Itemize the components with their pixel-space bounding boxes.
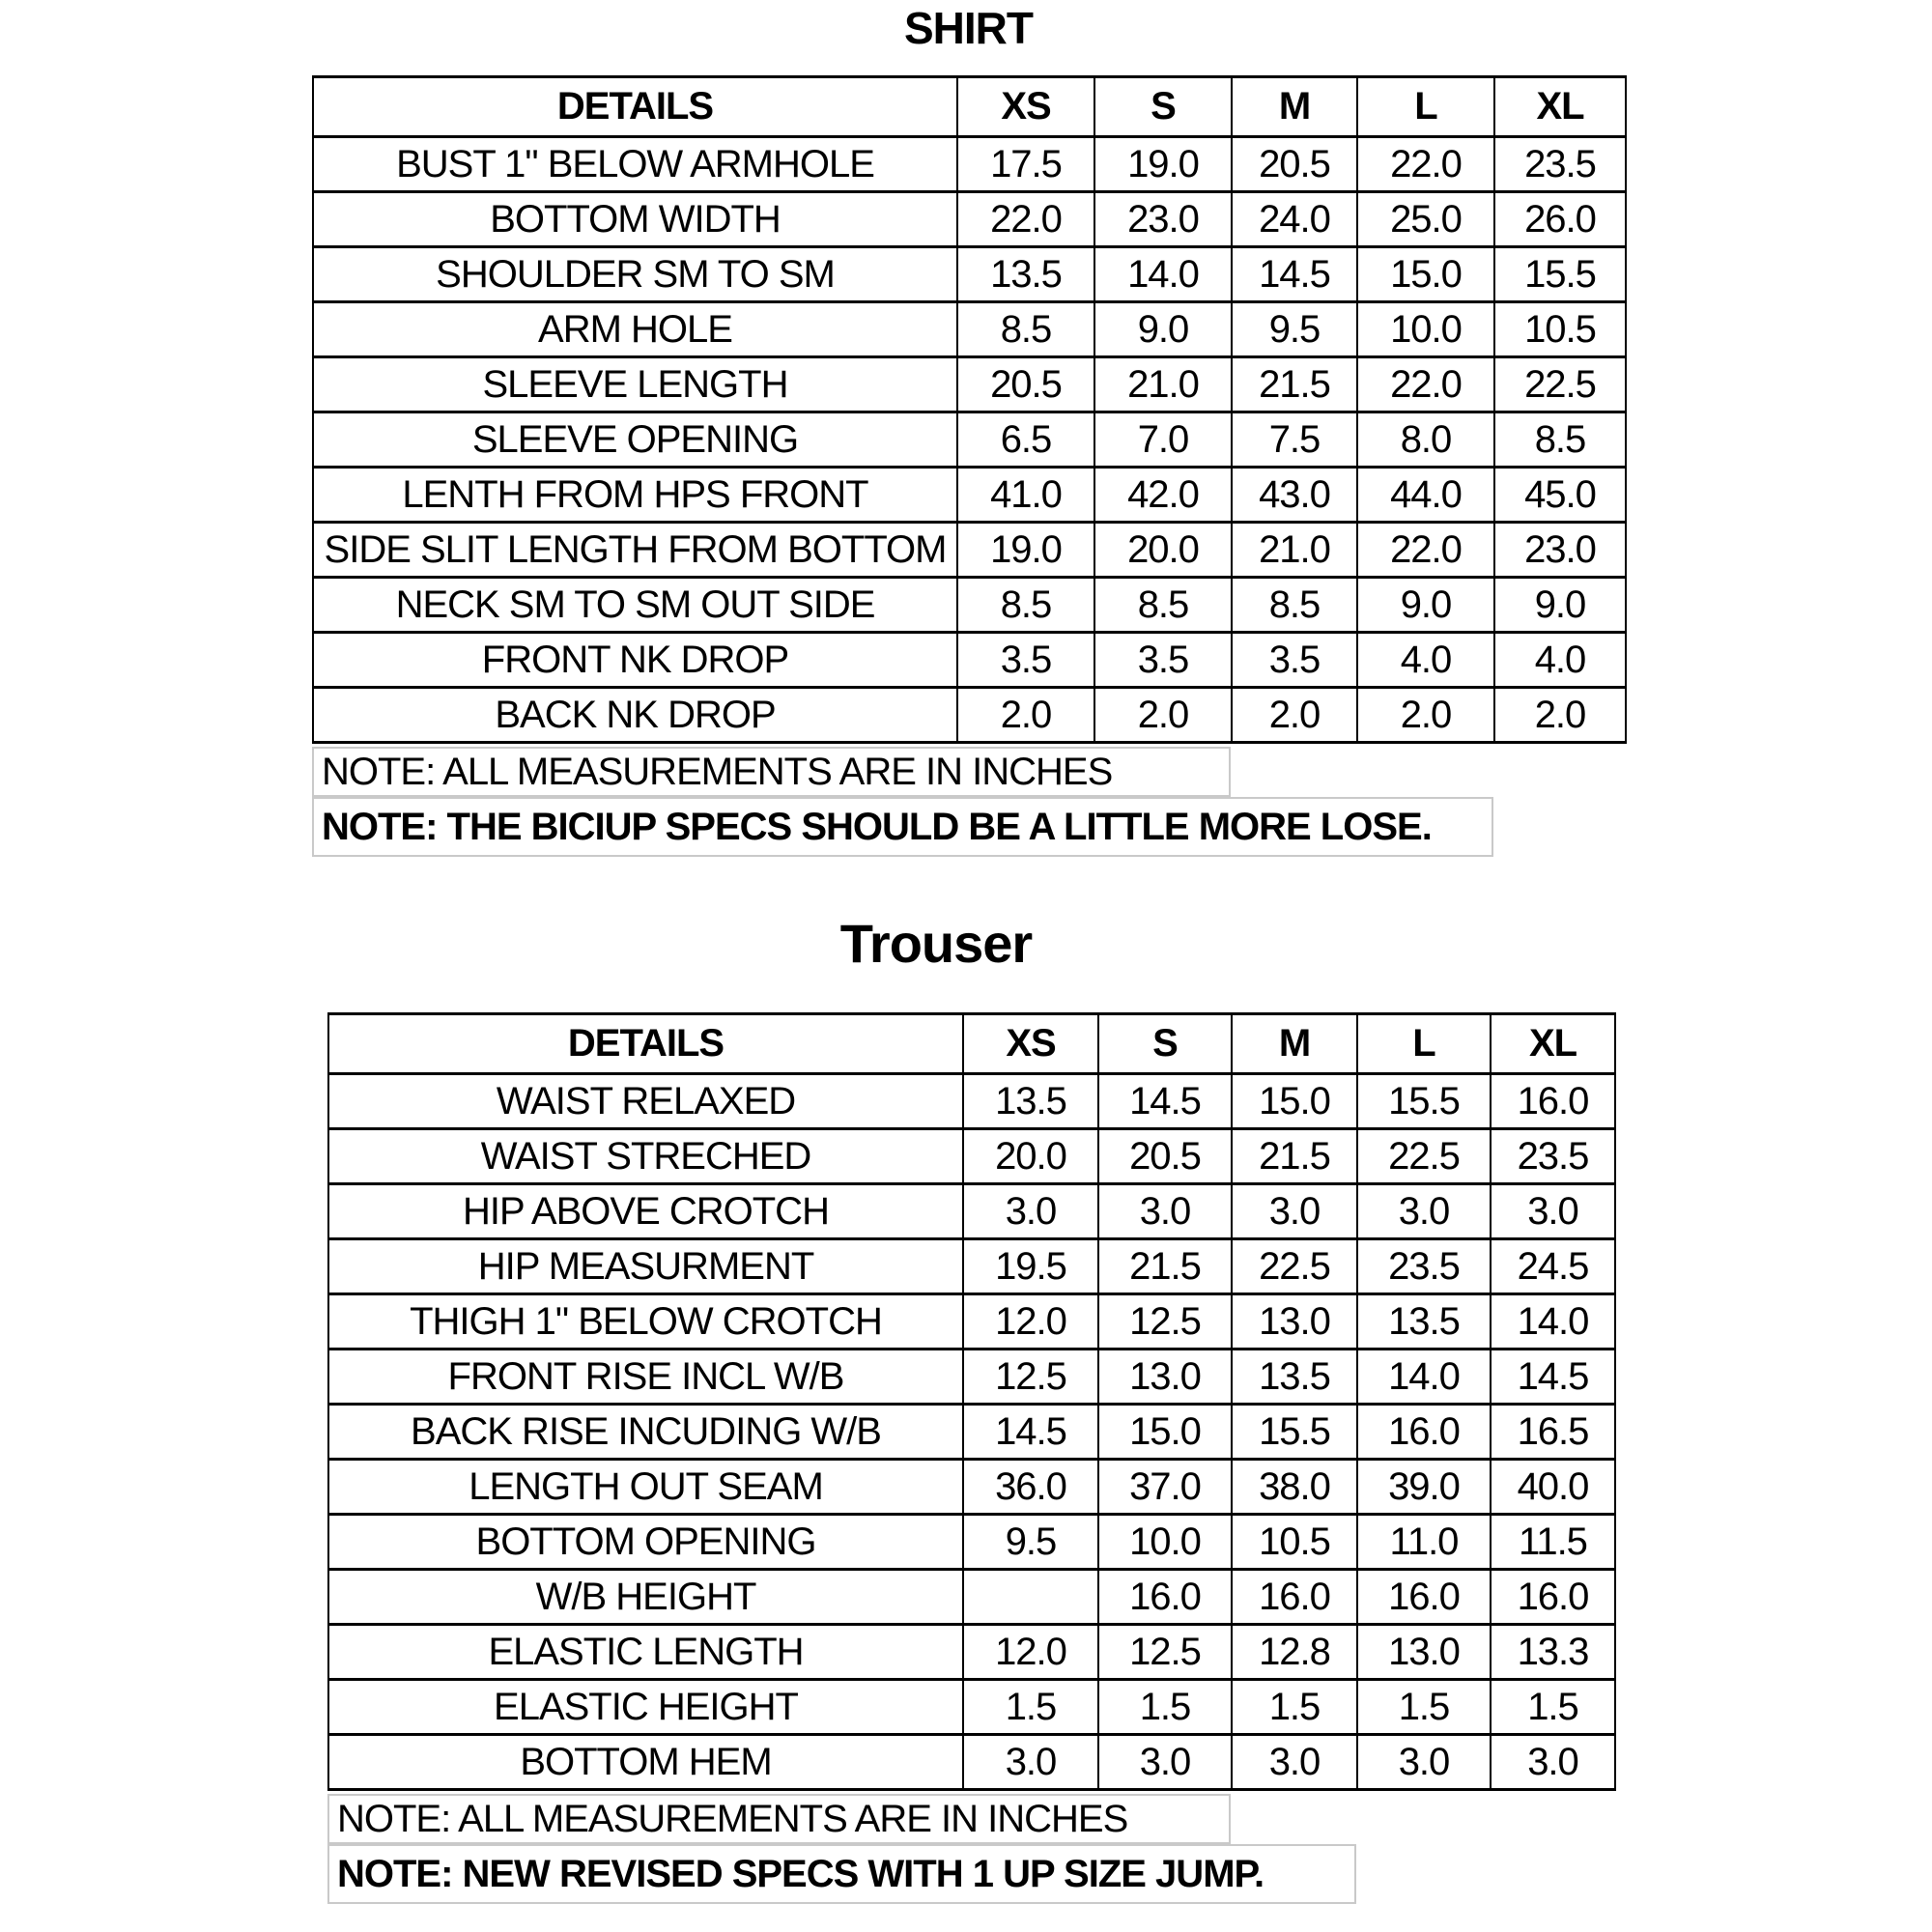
- value-cell: 11.0: [1357, 1515, 1491, 1570]
- column-header-l: L: [1357, 77, 1494, 137]
- value-cell: 11.5: [1491, 1515, 1615, 1570]
- column-header-xl: XL: [1494, 77, 1626, 137]
- row-label: BOTTOM OPENING: [328, 1515, 963, 1570]
- value-cell: 16.0: [1491, 1074, 1615, 1129]
- value-cell: 3.0: [1357, 1184, 1491, 1239]
- value-cell: 38.0: [1232, 1460, 1357, 1515]
- value-cell: 3.0: [1098, 1184, 1232, 1239]
- value-cell: 22.0: [1357, 137, 1494, 192]
- value-cell: 40.0: [1491, 1460, 1615, 1515]
- value-cell: 14.0: [1491, 1294, 1615, 1350]
- value-cell: 9.0: [1494, 578, 1626, 633]
- value-cell: 44.0: [1357, 468, 1494, 523]
- value-cell: 15.5: [1357, 1074, 1491, 1129]
- row-label: SHOULDER SM TO SM: [313, 247, 957, 302]
- value-cell: 10.5: [1232, 1515, 1357, 1570]
- value-cell: 14.5: [1232, 247, 1357, 302]
- table-row: [328, 1680, 1615, 1735]
- column-header-m: M: [1232, 77, 1357, 137]
- row-label: THIGH 1" BELOW CROTCH: [328, 1294, 963, 1350]
- value-cell: 2.0: [1494, 688, 1626, 743]
- table-row: [328, 1239, 1615, 1294]
- value-cell: 12.8: [1232, 1625, 1357, 1680]
- table-row: [328, 1129, 1615, 1184]
- row-label: BOTTOM HEM: [328, 1735, 963, 1790]
- row-label: SIDE SLIT LENGTH FROM BOTTOM: [313, 523, 957, 578]
- value-cell: 22.0: [1357, 357, 1494, 412]
- table-row: [313, 523, 1626, 578]
- value-cell: 21.5: [1232, 1129, 1357, 1184]
- value-cell: 43.0: [1232, 468, 1357, 523]
- value-cell: 26.0: [1494, 192, 1626, 247]
- table-row: [313, 192, 1626, 247]
- table-row: [328, 1625, 1615, 1680]
- shirt-header-row: [313, 77, 1626, 137]
- value-cell: 9.5: [963, 1515, 1098, 1570]
- value-cell: 39.0: [1357, 1460, 1491, 1515]
- table-row: [313, 688, 1626, 743]
- value-cell: 23.0: [1494, 523, 1626, 578]
- value-cell: 16.0: [1357, 1570, 1491, 1625]
- column-header-xs: XS: [957, 77, 1094, 137]
- value-cell: 2.0: [1094, 688, 1232, 743]
- table-row: [313, 633, 1626, 688]
- value-cell: 10.0: [1357, 302, 1494, 357]
- value-cell: 9.0: [1094, 302, 1232, 357]
- value-cell: 12.5: [963, 1350, 1098, 1405]
- value-cell: 3.5: [957, 633, 1094, 688]
- trouser-section: [327, 1012, 1614, 1904]
- table-row: [313, 357, 1626, 412]
- value-cell: 42.0: [1094, 468, 1232, 523]
- value-cell: 7.5: [1232, 412, 1357, 468]
- table-row: [313, 412, 1626, 468]
- shirt-title: SHIRT: [904, 3, 1033, 53]
- table-row: [328, 1184, 1615, 1239]
- column-header-xl: XL: [1491, 1014, 1615, 1074]
- table-row: [328, 1460, 1615, 1515]
- column-header-details: DETAILS: [313, 77, 957, 137]
- value-cell: 16.0: [1232, 1570, 1357, 1625]
- value-cell: 13.5: [957, 247, 1094, 302]
- value-cell: 10.0: [1098, 1515, 1232, 1570]
- column-header-l: L: [1357, 1014, 1491, 1074]
- value-cell: 4.0: [1494, 633, 1626, 688]
- row-label: SLEEVE OPENING: [313, 412, 957, 468]
- value-cell: 21.5: [1232, 357, 1357, 412]
- value-cell: 15.0: [1232, 1074, 1357, 1129]
- value-cell: 1.5: [1357, 1680, 1491, 1735]
- value-cell: 8.0: [1357, 412, 1494, 468]
- shirt-note-measurements: NOTE: ALL MEASUREMENTS ARE IN INCHES: [312, 747, 1231, 797]
- value-cell: 9.5: [1232, 302, 1357, 357]
- table-row: [313, 137, 1626, 192]
- value-cell: 2.0: [1232, 688, 1357, 743]
- value-cell: 17.5: [957, 137, 1094, 192]
- value-cell: 8.5: [957, 302, 1094, 357]
- trouser-size-table: [327, 1012, 1616, 1791]
- row-label: W/B HEIGHT: [328, 1570, 963, 1625]
- shirt-note-fit: NOTE: THE BICIUP SPECS SHOULD BE A LITTLE MORE LOSE.: [312, 797, 1493, 857]
- value-cell: 45.0: [1494, 468, 1626, 523]
- table-row: [328, 1735, 1615, 1790]
- value-cell: 14.5: [963, 1405, 1098, 1460]
- value-cell: 22.5: [1494, 357, 1626, 412]
- value-cell: 21.0: [1094, 357, 1232, 412]
- row-label: FRONT NK DROP: [313, 633, 957, 688]
- row-label: WAIST STRECHED: [328, 1129, 963, 1184]
- value-cell: 9.0: [1357, 578, 1494, 633]
- value-cell: 15.5: [1232, 1405, 1357, 1460]
- value-cell: 16.0: [1357, 1405, 1491, 1460]
- value-cell: 13.0: [1232, 1294, 1357, 1350]
- value-cell: 12.5: [1098, 1625, 1232, 1680]
- value-cell: 2.0: [1357, 688, 1494, 743]
- value-cell: 3.0: [963, 1735, 1098, 1790]
- value-cell: 3.0: [1491, 1735, 1615, 1790]
- table-row: [313, 247, 1626, 302]
- value-cell: 25.0: [1357, 192, 1494, 247]
- table-row: [328, 1570, 1615, 1625]
- value-cell: 14.5: [1098, 1074, 1232, 1129]
- row-label: LENGTH OUT SEAM: [328, 1460, 963, 1515]
- column-header-xs: XS: [963, 1014, 1098, 1074]
- value-cell: 22.5: [1232, 1239, 1357, 1294]
- table-row: [313, 578, 1626, 633]
- value-cell: 13.5: [963, 1074, 1098, 1129]
- column-header-m: M: [1232, 1014, 1357, 1074]
- value-cell: 1.5: [1491, 1680, 1615, 1735]
- value-cell: 13.0: [1098, 1350, 1232, 1405]
- value-cell: 3.0: [1357, 1735, 1491, 1790]
- trouser-note-revision: NOTE: NEW REVISED SPECS WITH 1 UP SIZE JUMP.: [327, 1844, 1356, 1904]
- table-row: [328, 1294, 1615, 1350]
- table-row: [328, 1515, 1615, 1570]
- value-cell: 22.0: [957, 192, 1094, 247]
- value-cell: 22.5: [1357, 1129, 1491, 1184]
- value-cell: 16.0: [1491, 1570, 1615, 1625]
- value-cell: 20.5: [1232, 137, 1357, 192]
- value-cell: 36.0: [963, 1460, 1098, 1515]
- value-cell: 14.0: [1357, 1350, 1491, 1405]
- value-cell: 1.5: [963, 1680, 1098, 1735]
- column-header-details: DETAILS: [328, 1014, 963, 1074]
- value-cell: 8.5: [1232, 578, 1357, 633]
- value-cell: 21.0: [1232, 523, 1357, 578]
- table-row: [328, 1405, 1615, 1460]
- value-cell: 37.0: [1098, 1460, 1232, 1515]
- value-cell: 14.5: [1491, 1350, 1615, 1405]
- row-label: FRONT RISE INCL W/B: [328, 1350, 963, 1405]
- value-cell: 3.5: [1232, 633, 1357, 688]
- value-cell: 19.5: [963, 1239, 1098, 1294]
- table-row: [328, 1074, 1615, 1129]
- column-header-s: S: [1098, 1014, 1232, 1074]
- value-cell: 8.5: [1494, 412, 1626, 468]
- row-label: NECK SM TO SM OUT SIDE: [313, 578, 957, 633]
- row-label: ELASTIC LENGTH: [328, 1625, 963, 1680]
- value-cell: 2.0: [957, 688, 1094, 743]
- shirt-size-table: [312, 75, 1627, 744]
- table-row: [313, 468, 1626, 523]
- value-cell: 20.5: [1098, 1129, 1232, 1184]
- table-row: [313, 302, 1626, 357]
- value-cell: 20.0: [963, 1129, 1098, 1184]
- value-cell: 15.0: [1357, 247, 1494, 302]
- row-label: ARM HOLE: [313, 302, 957, 357]
- value-cell: 3.0: [963, 1184, 1098, 1239]
- value-cell: 22.0: [1357, 523, 1494, 578]
- value-cell: 3.0: [1232, 1735, 1357, 1790]
- value-cell: 24.0: [1232, 192, 1357, 247]
- value-cell: 12.0: [963, 1625, 1098, 1680]
- row-label: SLEEVE LENGTH: [313, 357, 957, 412]
- trouser-title: Trouser: [839, 913, 1033, 974]
- value-cell: 23.5: [1491, 1129, 1615, 1184]
- shirt-section: [312, 75, 1625, 857]
- value-cell: 20.5: [957, 357, 1094, 412]
- value-cell: 10.5: [1494, 302, 1626, 357]
- value-cell: 13.5: [1232, 1350, 1357, 1405]
- value-cell: 15.5: [1494, 247, 1626, 302]
- value-cell: 3.0: [1491, 1184, 1615, 1239]
- trouser-header-row: [328, 1014, 1615, 1074]
- row-label: WAIST RELAXED: [328, 1074, 963, 1129]
- value-cell: 12.5: [1098, 1294, 1232, 1350]
- value-cell: 20.0: [1094, 523, 1232, 578]
- value-cell: 14.0: [1094, 247, 1232, 302]
- value-cell: 41.0: [957, 468, 1094, 523]
- row-label: BOTTOM WIDTH: [313, 192, 957, 247]
- value-cell: 16.5: [1491, 1405, 1615, 1460]
- value-cell: 23.0: [1094, 192, 1232, 247]
- value-cell: 1.5: [1098, 1680, 1232, 1735]
- row-label: BUST 1" BELOW ARMHOLE: [313, 137, 957, 192]
- column-header-s: S: [1094, 77, 1232, 137]
- value-cell: 15.0: [1098, 1405, 1232, 1460]
- value-cell: 23.5: [1357, 1239, 1491, 1294]
- row-label: LENTH FROM HPS FRONT: [313, 468, 957, 523]
- value-cell: 16.0: [1098, 1570, 1232, 1625]
- value-cell: 3.5: [1094, 633, 1232, 688]
- value-cell: 4.0: [1357, 633, 1494, 688]
- value-cell: 8.5: [957, 578, 1094, 633]
- value-cell: 13.5: [1357, 1294, 1491, 1350]
- value-cell: 19.0: [957, 523, 1094, 578]
- value-cell: 23.5: [1494, 137, 1626, 192]
- value-cell: 21.5: [1098, 1239, 1232, 1294]
- trouser-note-measurements: NOTE: ALL MEASUREMENTS ARE IN INCHES: [327, 1794, 1231, 1844]
- value-cell: 1.5: [1232, 1680, 1357, 1735]
- value-cell: 8.5: [1094, 578, 1232, 633]
- value-cell: 6.5: [957, 412, 1094, 468]
- row-label: HIP MEASURMENT: [328, 1239, 963, 1294]
- value-cell: 13.3: [1491, 1625, 1615, 1680]
- value-cell: [963, 1570, 1098, 1625]
- value-cell: 12.0: [963, 1294, 1098, 1350]
- row-label: HIP ABOVE CROTCH: [328, 1184, 963, 1239]
- table-row: [328, 1350, 1615, 1405]
- value-cell: 24.5: [1491, 1239, 1615, 1294]
- value-cell: 3.0: [1232, 1184, 1357, 1239]
- value-cell: 19.0: [1094, 137, 1232, 192]
- row-label: ELASTIC HEIGHT: [328, 1680, 963, 1735]
- row-label: BACK NK DROP: [313, 688, 957, 743]
- value-cell: 3.0: [1098, 1735, 1232, 1790]
- value-cell: 7.0: [1094, 412, 1232, 468]
- row-label: BACK RISE INCUDING W/B: [328, 1405, 963, 1460]
- value-cell: 13.0: [1357, 1625, 1491, 1680]
